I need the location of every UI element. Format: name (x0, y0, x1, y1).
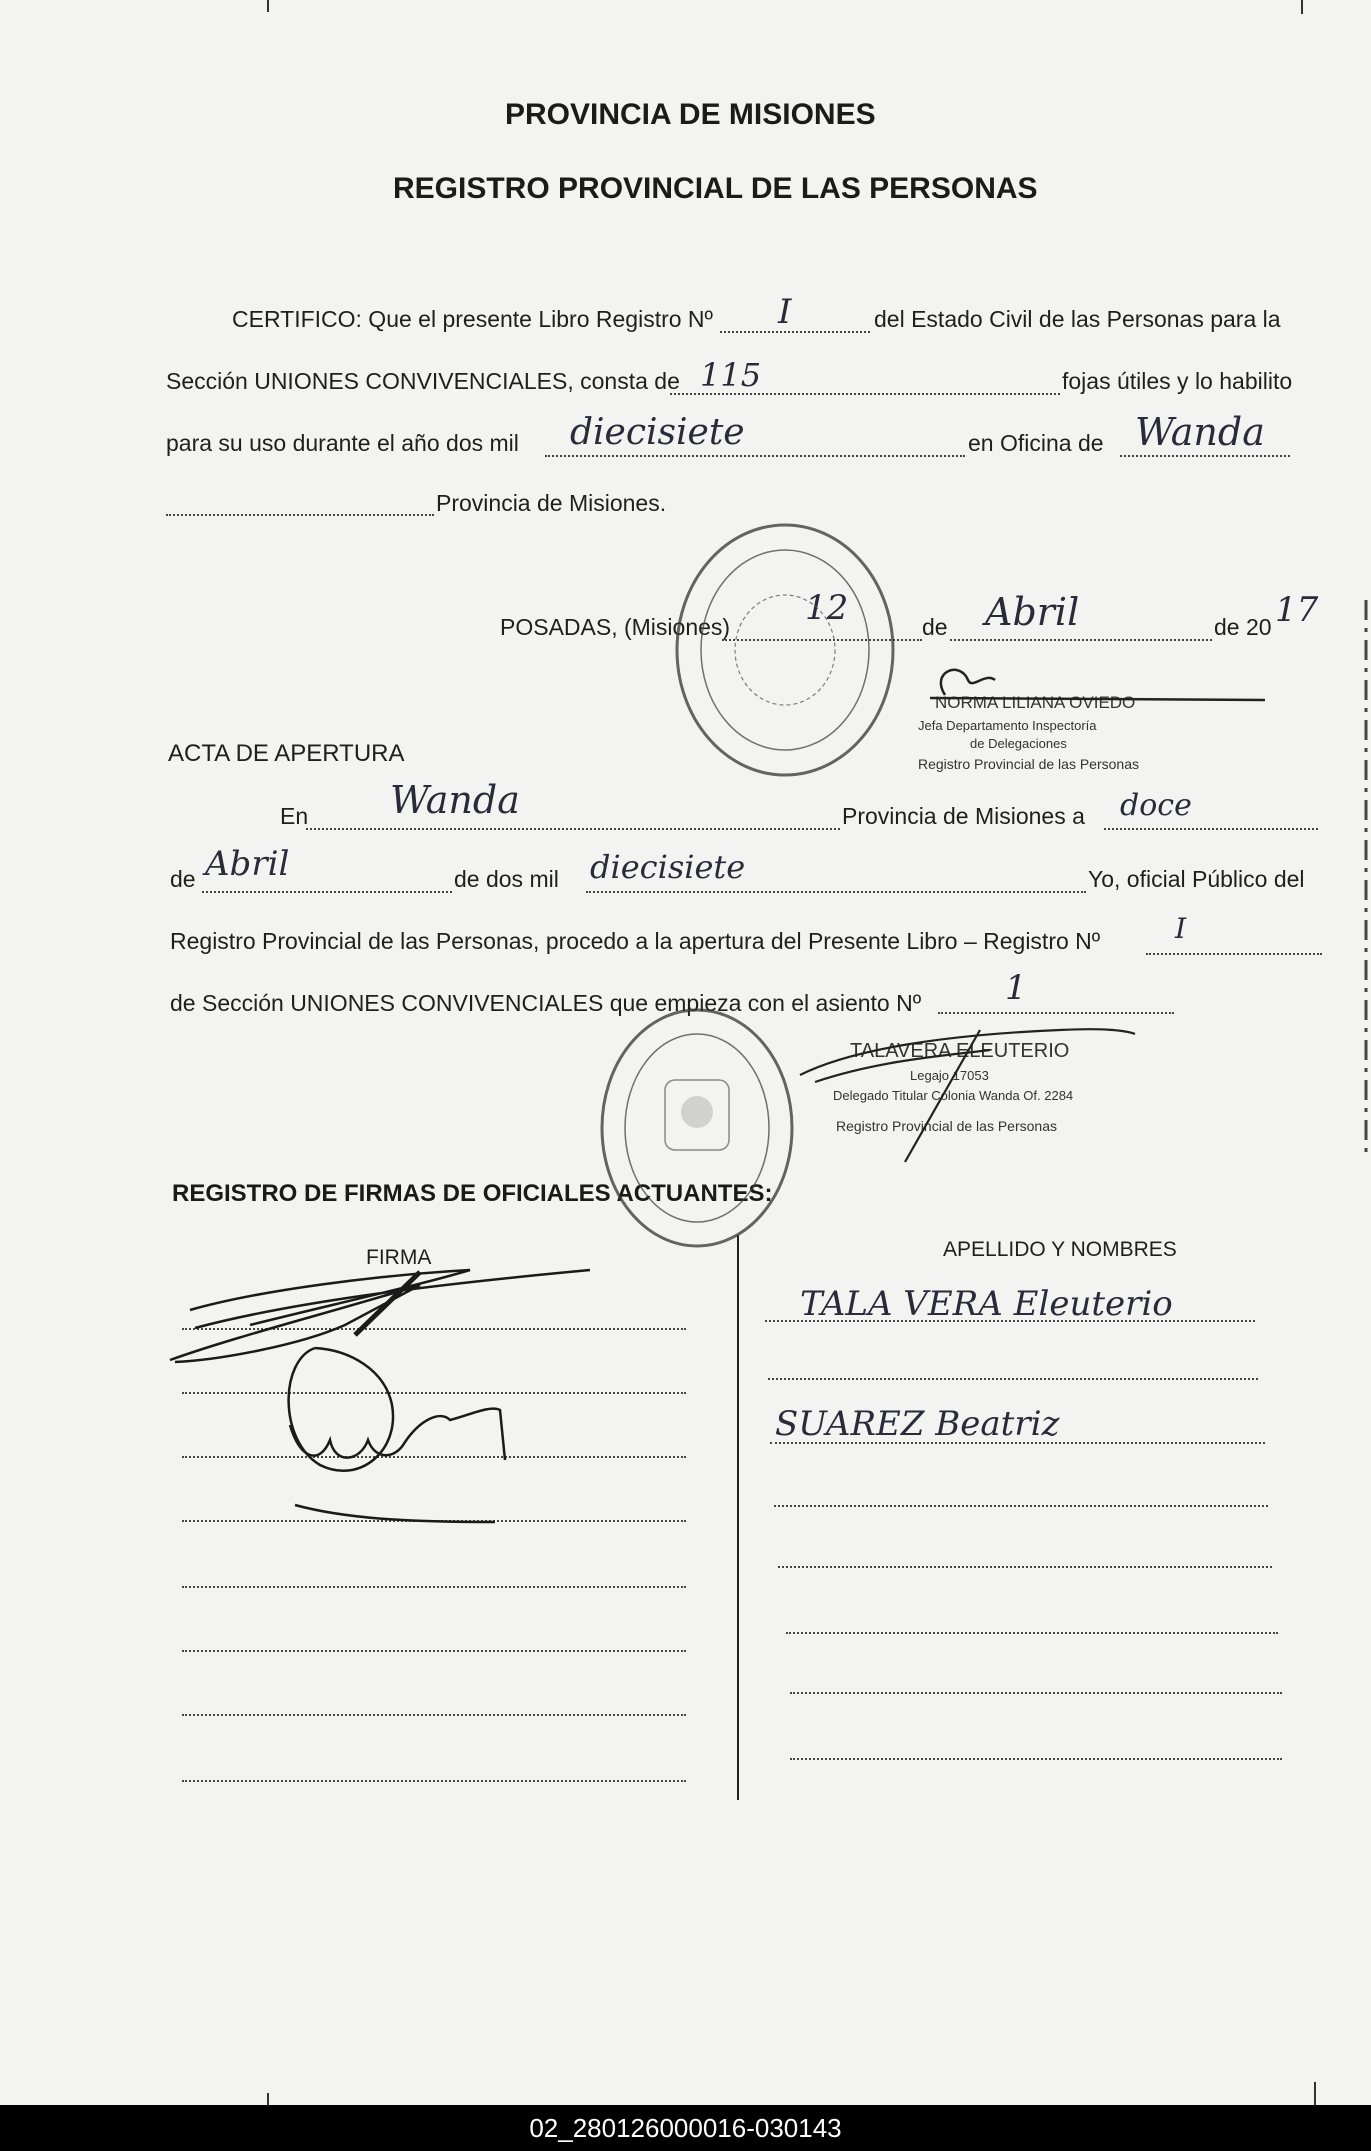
header-province: PROVINCIA DE MISIONES (505, 98, 876, 131)
apertura-line2-mid: de dos mil (454, 866, 559, 892)
cert-line1-start: CERTIFICO: Que el presente Libro Registro Nº (232, 306, 713, 332)
dotted-line (545, 455, 965, 457)
handwritten-year-suffix: 17 (1275, 590, 1319, 630)
round-stamp-icon (602, 1010, 792, 1246)
cert-line1-end: del Estado Civil de las Personas para la (874, 306, 1281, 332)
apertura-title: ACTA DE APERTURA (168, 740, 405, 767)
official-name-2: SUAREZ Beatriz (775, 1404, 1060, 1444)
handwritten-office: Wanda (1135, 410, 1265, 454)
dotted-line (1146, 953, 1322, 955)
round-stamp-icon (677, 525, 893, 775)
apertura-line1-mid: Provincia de Misiones a (842, 803, 1085, 829)
cert-line4: Provincia de Misiones. (436, 490, 667, 516)
handwritten-day-word: doce (1120, 788, 1192, 823)
firma-line (182, 1456, 686, 1458)
apertura-line4: de Sección UNIONES CONVIVENCIALES que empieza con el asiento Nº (170, 990, 922, 1016)
dotted-line (586, 891, 1086, 893)
posadas-label: POSADAS, (Misiones) (500, 614, 731, 640)
dotted-line (722, 639, 922, 641)
dotted-line (306, 828, 840, 830)
signer1-name: NORMA LILIANA OVIEDO (935, 693, 1136, 712)
dotted-line (720, 331, 870, 333)
handwritten-fojas: 115 (700, 356, 762, 394)
nombre-line (790, 1692, 1282, 1694)
footer-document-code: 02_280126000016-030143 (0, 2105, 1371, 2151)
signature-firma-2 (289, 1348, 505, 1522)
firma-line (182, 1328, 686, 1330)
dotted-line (1104, 828, 1318, 830)
nombre-line (778, 1566, 1272, 1568)
handwritten-libro-number2: I (1175, 912, 1187, 945)
col-firma-label: FIRMA (366, 1246, 432, 1269)
handwritten-day: 12 (805, 588, 849, 628)
dotted-line (1120, 455, 1290, 457)
dotted-line (950, 639, 1212, 641)
firma-line (182, 1650, 686, 1652)
handwritten-year: diecisiete (570, 412, 745, 453)
signer1-dept: de Delegaciones (970, 736, 1067, 751)
nombre-line (790, 1758, 1282, 1760)
nombre-line (765, 1320, 1255, 1322)
cert-line3-start: para su uso durante el año dos mil (166, 430, 519, 456)
dotted-line (938, 1012, 1174, 1014)
apertura-line2-end: Yo, oficial Público del (1088, 866, 1305, 892)
signer1-org: Registro Provincial de las Personas (918, 756, 1139, 772)
handwritten-asiento: 1 (1005, 968, 1027, 1008)
signer1-role: Jefa Departamento Inspectoría (918, 718, 1097, 733)
cert-line2-start: Sección UNIONES CONVIVENCIALES, consta de (166, 368, 680, 394)
header-registry: REGISTRO PROVINCIAL DE LAS PERSONAS (393, 172, 1038, 205)
apertura-line1-start: En (280, 803, 309, 829)
posadas-year-prefix: de 20 (1214, 614, 1272, 640)
firma-line (182, 1586, 686, 1588)
official-name-1: TALA VERA Eleuterio (800, 1284, 1173, 1324)
dotted-line (166, 514, 434, 516)
posadas-de: de (922, 614, 948, 640)
apertura-line2-start: de (170, 866, 196, 892)
col-nombres-label: APELLIDO Y NOMBRES (943, 1238, 1177, 1261)
signer2-role: Delegado Titular Colonia Wanda Of. 2284 (833, 1088, 1074, 1103)
signature-firma-1 (170, 1270, 590, 1362)
handwritten-month2: Abril (205, 844, 290, 884)
signer2-org: Registro Provincial de las Personas (836, 1118, 1057, 1134)
dotted-line (202, 891, 452, 893)
apertura-line3: Registro Provincial de las Personas, procedo a la apertura del Presente Libro – Registro Nº (170, 928, 1101, 954)
firma-line (182, 1780, 686, 1782)
nombre-line (770, 1442, 1265, 1444)
signer2-legajo: Legajo 17053 (910, 1068, 989, 1083)
handwritten-libro-number: I (778, 292, 792, 332)
firma-line (182, 1714, 686, 1716)
handwritten-year-word: diecisiete (590, 848, 746, 886)
cert-line2-end: fojas útiles y lo habilito (1062, 368, 1293, 394)
handwritten-month: Abril (985, 590, 1080, 634)
nombre-line (768, 1378, 1258, 1380)
nombre-line (786, 1632, 1278, 1634)
firma-line (182, 1392, 686, 1394)
firmas-title: REGISTRO DE FIRMAS DE OFICIALES ACTUANTES: (172, 1180, 773, 1207)
handwritten-place: Wanda (390, 778, 520, 822)
firma-line (182, 1520, 686, 1522)
cert-line3-end: en Oficina de (968, 430, 1104, 456)
signer2-name: TALAVERA ELEUTERIO (850, 1040, 1070, 1062)
nombre-line (774, 1505, 1268, 1507)
